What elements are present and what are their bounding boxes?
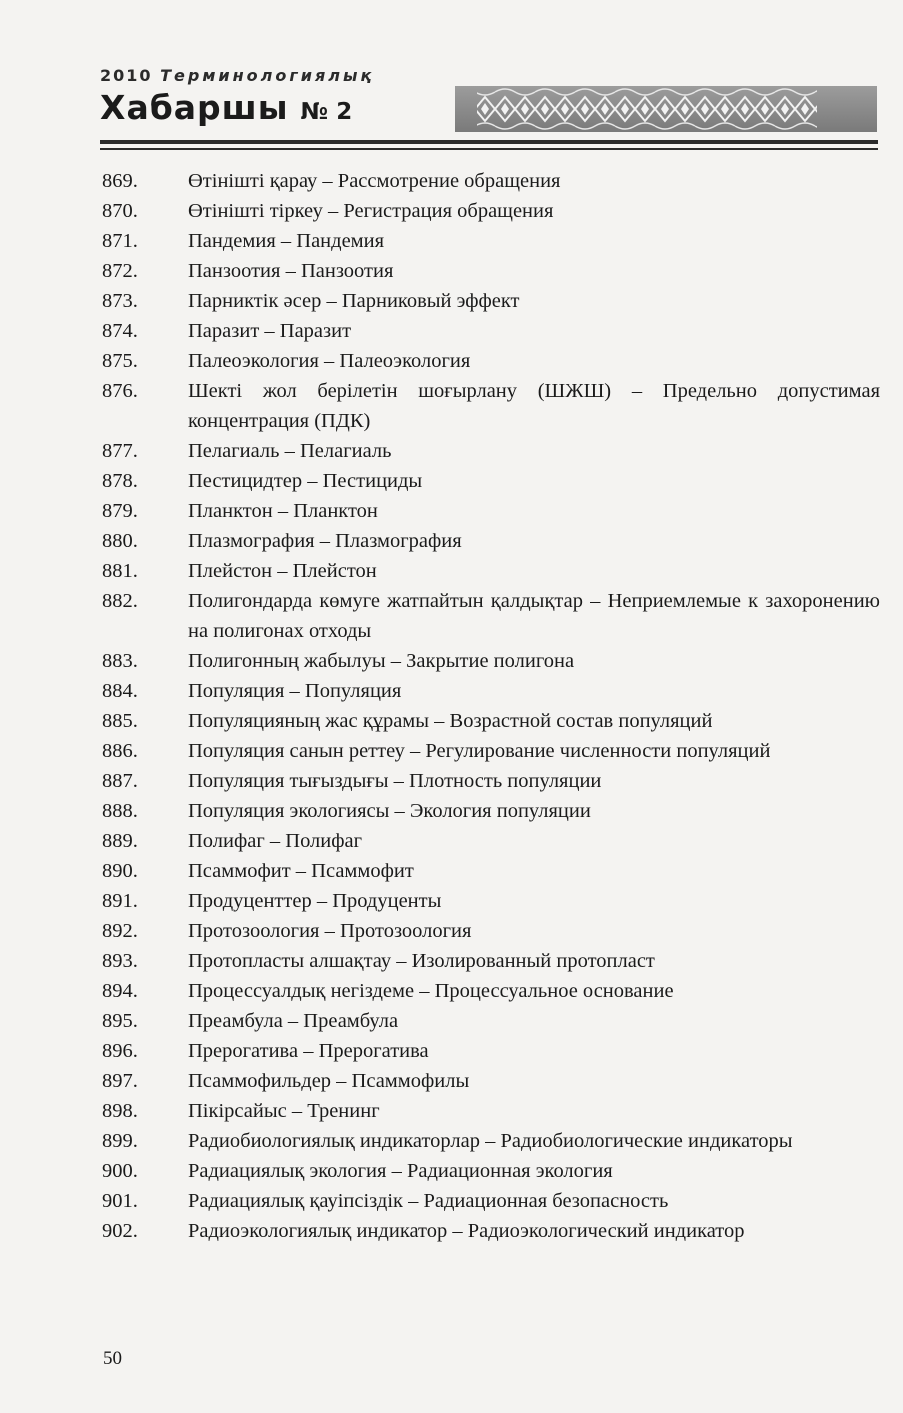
entry-number: 884.	[102, 680, 138, 702]
entry-number: 889.	[102, 830, 138, 852]
entry-number: 880.	[102, 530, 138, 552]
list-item	[0, 1216, 903, 1246]
list-item	[0, 646, 903, 676]
journal-word: Терминологиялық	[160, 66, 375, 85]
entry-text: Плазмография – Плазмография	[188, 530, 462, 552]
entry-text: Полигонның жабылуы – Закрытие полигона	[188, 650, 575, 672]
entry-text: Популяция – Популяция	[188, 680, 402, 702]
journal-title-line	[100, 88, 352, 127]
entry-number: 879.	[102, 500, 138, 522]
list-item	[0, 976, 903, 1006]
list-item	[0, 316, 903, 346]
entry-number: 897.	[102, 1070, 138, 1092]
page-header	[0, 0, 903, 160]
entry-text: Шекті жол берілетін шоғырлану (ШЖШ) – Предельно допустимая концентрация (ПДК)	[188, 380, 880, 432]
entry-text: Плейстон – Плейстон	[188, 560, 377, 582]
journal-title: Хабаршы	[100, 88, 289, 127]
list-item	[0, 706, 903, 736]
journal-year: 2010	[100, 66, 153, 85]
entry-number: 886.	[102, 740, 138, 762]
entry-text: Радиоэкологиялық индикатор – Радиоэкологический индикатор	[188, 1220, 745, 1242]
list-item	[0, 676, 903, 706]
entry-text: Псаммофит – Псаммофит	[188, 860, 414, 882]
entry-text: Радиобиологиялық индикаторлар – Радиобиологические индикаторы	[188, 1130, 793, 1152]
entry-text: Протозоология – Протозоология	[188, 920, 472, 942]
entry-number: 873.	[102, 290, 138, 312]
list-item	[0, 196, 903, 226]
journal-year-line	[100, 66, 374, 85]
list-item	[0, 436, 903, 466]
entry-number: 898.	[102, 1100, 138, 1122]
entry-text: Радиациялық экология – Радиационная экология	[188, 1160, 613, 1182]
entry-text: Радиациялық қауіпсіздік – Радиационная безопасность	[188, 1190, 669, 1212]
entry-number: 874.	[102, 320, 138, 342]
entry-number: 900.	[102, 1160, 138, 1182]
term-list	[0, 166, 903, 1246]
ornament-pattern-icon	[455, 86, 877, 132]
entry-text: Продуценттер – Продуценты	[188, 890, 442, 912]
entry-number: 870.	[102, 200, 138, 222]
list-item	[0, 1126, 903, 1156]
header-rule-thick	[100, 140, 878, 144]
entry-text: Пандемия – Пандемия	[188, 230, 385, 252]
list-item	[0, 1186, 903, 1216]
entry-number: 887.	[102, 770, 138, 792]
entry-number: 902.	[102, 1220, 138, 1242]
list-item	[0, 586, 903, 646]
entry-number: 895.	[102, 1010, 138, 1032]
list-item	[0, 1066, 903, 1096]
entry-number: 875.	[102, 350, 138, 372]
entry-number: 877.	[102, 440, 138, 462]
list-item	[0, 1006, 903, 1036]
entry-number: 885.	[102, 710, 138, 732]
entry-number: 876.	[102, 380, 138, 402]
list-item	[0, 736, 903, 766]
entry-number: 896.	[102, 1040, 138, 1062]
list-item	[0, 496, 903, 526]
entry-number: 882.	[102, 590, 138, 612]
header-rule-thin	[100, 148, 878, 150]
entry-text: Популяция экологиясы – Экология популяции	[188, 800, 591, 822]
issue-number: № 2	[300, 99, 353, 125]
entry-number: 872.	[102, 260, 138, 282]
entry-number: 869.	[102, 170, 138, 192]
entry-text: Өтінішті қарау – Рассмотрение обращения	[188, 170, 561, 192]
list-item	[0, 466, 903, 496]
entry-number: 871.	[102, 230, 138, 252]
entry-text: Полифаг – Полифаг	[188, 830, 363, 852]
entry-number: 892.	[102, 920, 138, 942]
entry-text: Прерогатива – Прерогатива	[188, 1040, 429, 1062]
entry-text: Палеоэкология – Палеоэкология	[188, 350, 471, 372]
page-number: 50	[103, 1348, 122, 1369]
entry-number: 890.	[102, 860, 138, 882]
list-item	[0, 796, 903, 826]
entry-text: Преамбула – Преамбула	[188, 1010, 399, 1032]
list-item	[0, 946, 903, 976]
list-item	[0, 766, 903, 796]
ornament-band	[455, 86, 877, 132]
entry-text: Популяцияның жас құрамы – Возрастной состав популяций	[188, 710, 713, 732]
entry-text: Панзоотия – Панзоотия	[188, 260, 394, 282]
entry-text: Протопласты алшақтау – Изолированный протопласт	[188, 950, 655, 972]
entry-text: Процессуалдық негіздеме – Процессуальное основание	[188, 980, 674, 1002]
entry-text: Псаммофильдер – Псаммофилы	[188, 1070, 470, 1092]
list-item	[0, 286, 903, 316]
list-item	[0, 1096, 903, 1126]
entry-number: 883.	[102, 650, 138, 672]
list-item	[0, 526, 903, 556]
list-item	[0, 166, 903, 196]
list-item	[0, 1156, 903, 1186]
list-item	[0, 346, 903, 376]
entry-text: Полигондарда көмуге жатпайтын қалдықтар – Неприемлемые к захоронению на полигонах отходы	[188, 590, 880, 642]
entry-number: 881.	[102, 560, 138, 582]
entry-text: Өтінішті тіркеу – Регистрация обращения	[188, 200, 554, 222]
entry-text: Пікірсайыс – Тренинг	[188, 1100, 380, 1122]
list-item	[0, 226, 903, 256]
list-item	[0, 256, 903, 286]
list-item	[0, 886, 903, 916]
entry-text: Пестицидтер – Пестициды	[188, 470, 423, 492]
list-item	[0, 376, 903, 436]
entry-text: Планктон – Планктон	[188, 500, 378, 522]
entry-number: 901.	[102, 1190, 138, 1212]
list-item	[0, 856, 903, 886]
entry-number: 893.	[102, 950, 138, 972]
list-item	[0, 556, 903, 586]
entry-number: 878.	[102, 470, 138, 492]
entry-number: 894.	[102, 980, 138, 1002]
entry-text: Парниктік әсер – Парниковый эффект	[188, 290, 520, 312]
list-item	[0, 916, 903, 946]
list-item	[0, 1036, 903, 1066]
entry-text: Пелагиаль – Пелагиаль	[188, 440, 392, 462]
entry-number: 891.	[102, 890, 138, 912]
entry-text: Популяция санын реттеу – Регулирование численности популяций	[188, 740, 771, 762]
list-item	[0, 826, 903, 856]
entry-text: Популяция тығыздығы – Плотность популяции	[188, 770, 602, 792]
entry-number: 899.	[102, 1130, 138, 1152]
entry-text: Паразит – Паразит	[188, 320, 352, 342]
entry-number: 888.	[102, 800, 138, 822]
